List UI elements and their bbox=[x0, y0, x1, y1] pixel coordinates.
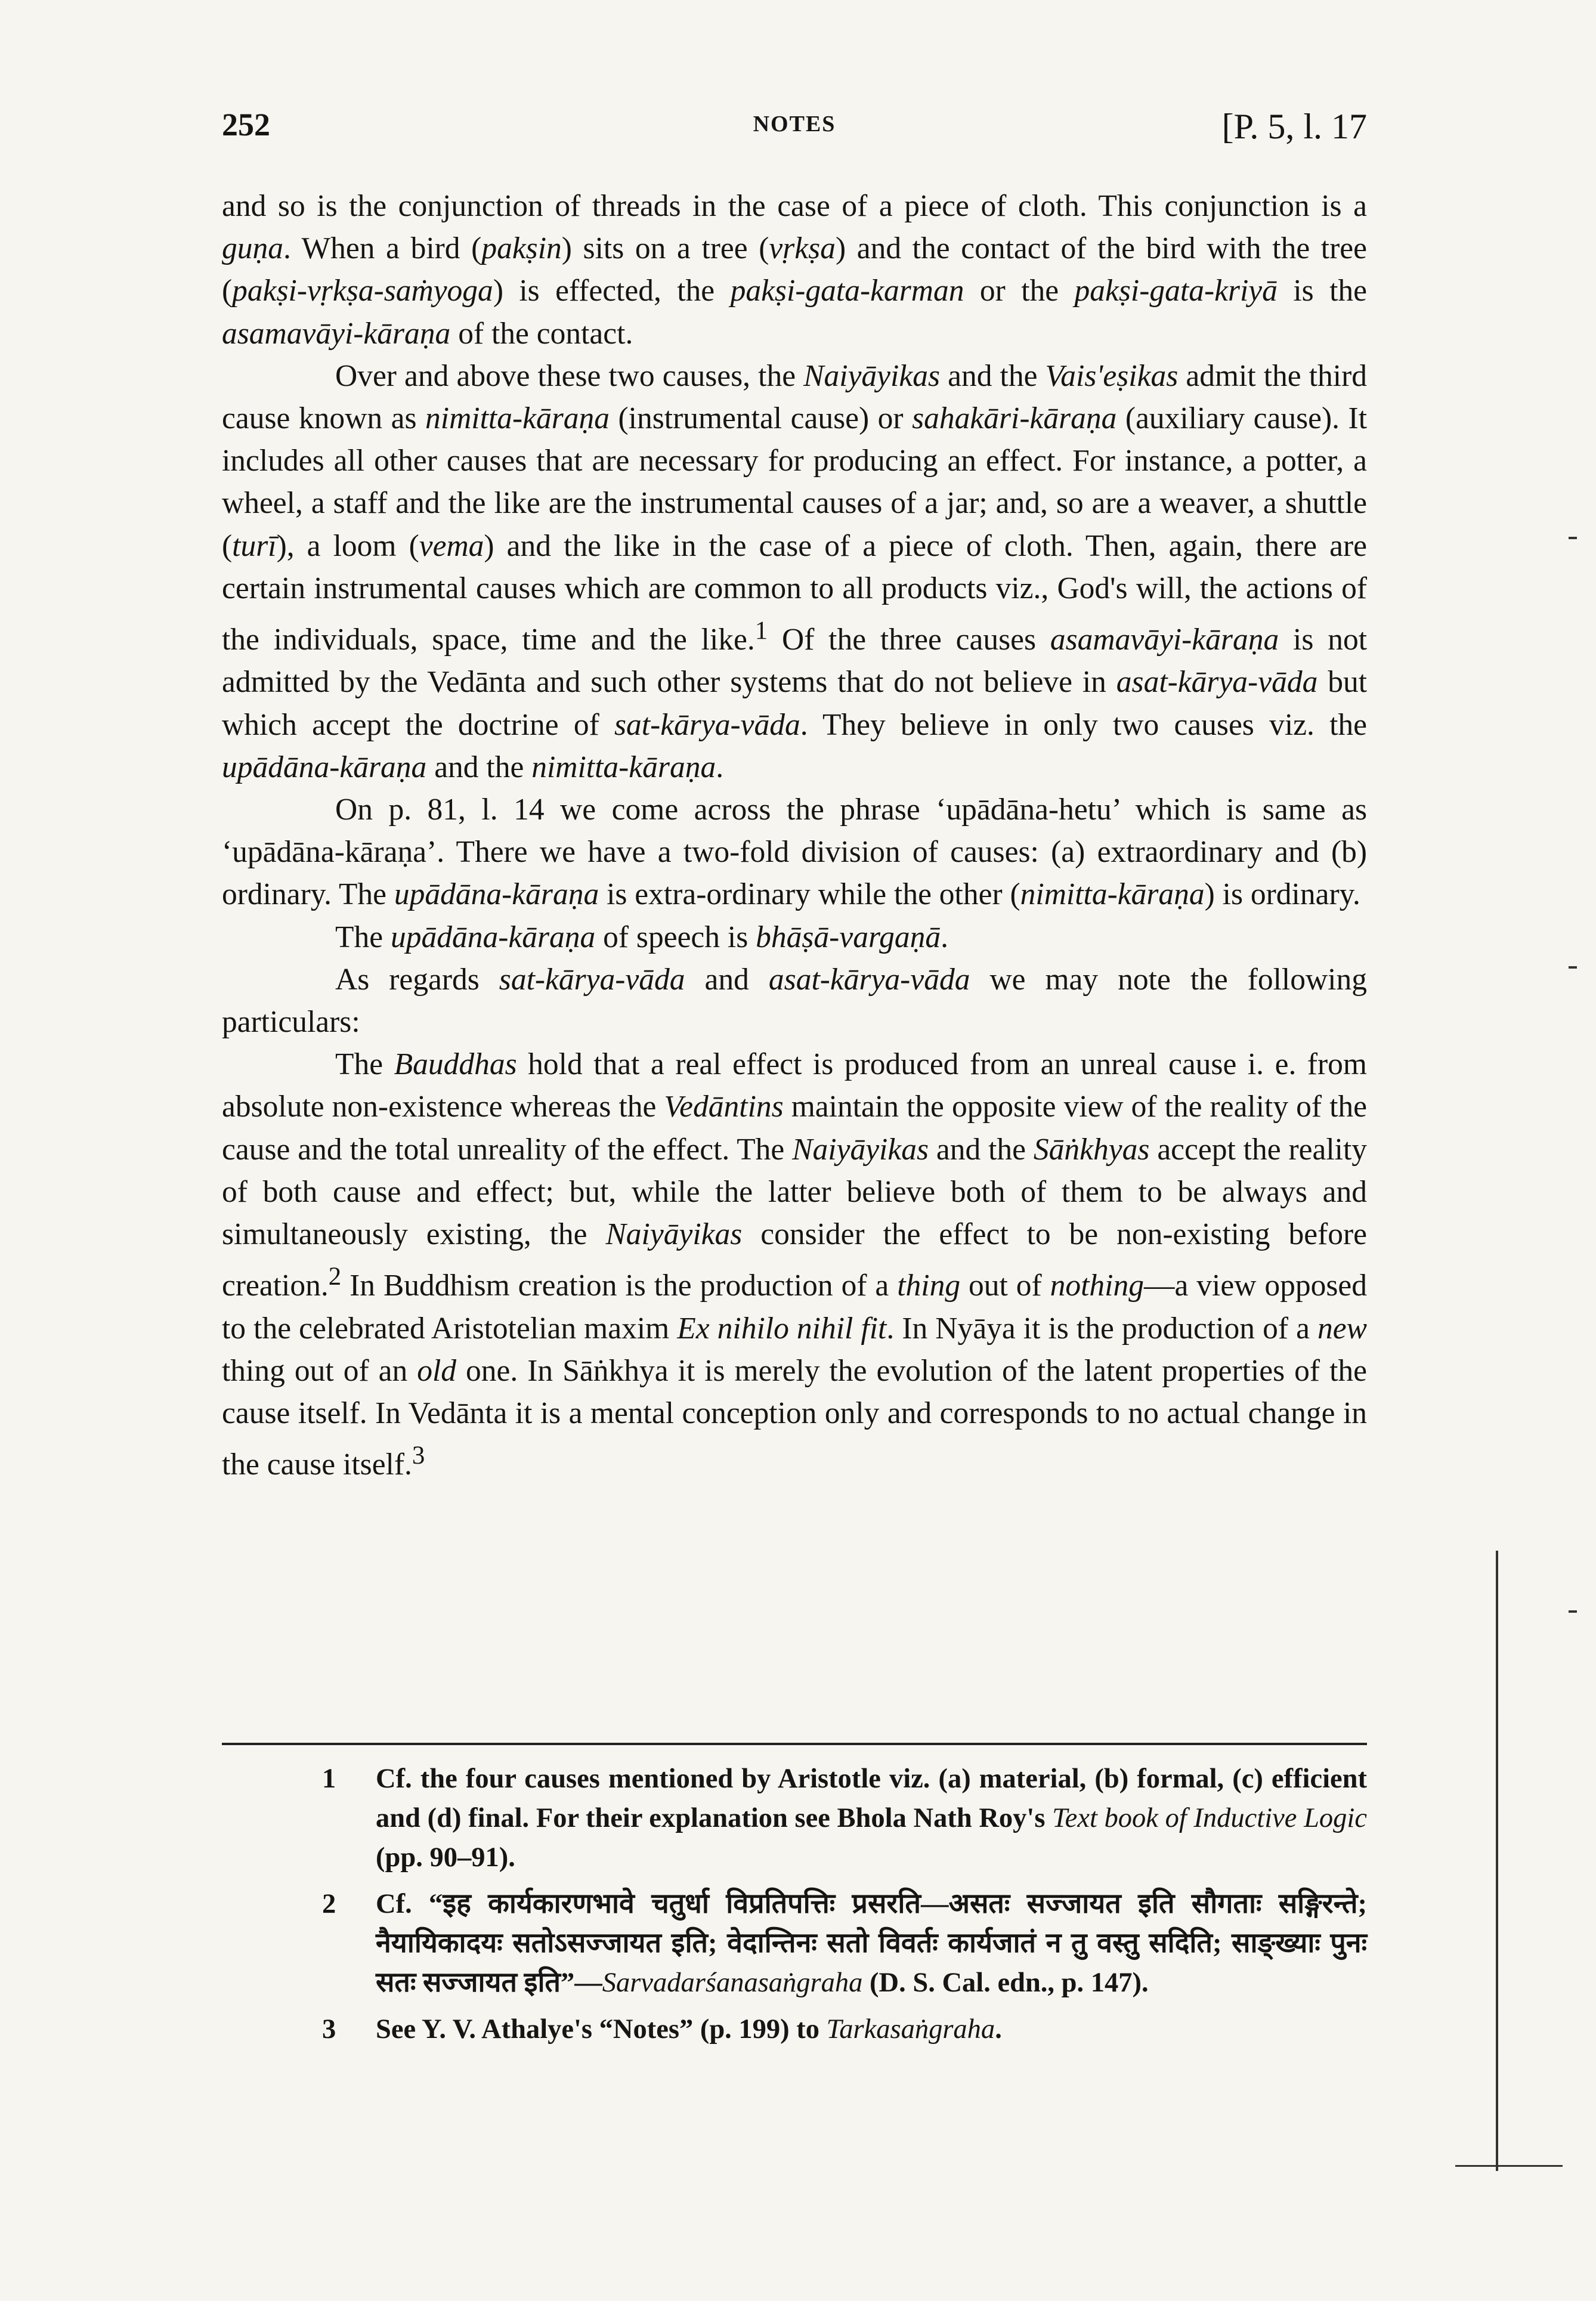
footnote-2: 2 Cf. “इह कार्यकारणभावे चतुर्धा विप्रतिपत्तिः प्रसरति—असतः सज्जायत इति सौगताः सङ्गिरन्ते; नैयायिकादयः सतोऽसज्जायत इति; वेदान्तिनः सतो विवर्तः कार्यजातं न तु वस्तु सदिति; साङ्ख्याः पुनः सतः सज्जायत इति”—Sarvadarśanasaṅgraha (D. S. Cal. edn., p. 147). bbox=[322, 1885, 1367, 2003]
footnote-ref-1: 1 bbox=[754, 617, 768, 645]
paragraph-5: As regards sat-kārya-vāda and asat-kārya-vāda we may note the following particulars: bbox=[222, 962, 1367, 1040]
page-reference: [P. 5, l. 17 bbox=[1221, 107, 1367, 146]
main-text bbox=[222, 185, 1367, 1486]
margin-tick bbox=[1569, 966, 1577, 969]
running-title: NOTES bbox=[753, 112, 836, 137]
footnote-divider bbox=[222, 1743, 1367, 1745]
footnote-number: 1 bbox=[322, 1764, 336, 1794]
footnote-number: 3 bbox=[322, 2014, 336, 2045]
footnotes bbox=[322, 1759, 1367, 2056]
page-number: 252 bbox=[222, 107, 270, 143]
footnote-1: 1 Cf. the four causes mentioned by Aristotle viz. (a) material, (b) formal, (c) efficient and (d) final. For their explanation see Bhola Nath Roy's Text book of Inductive Logic (pp. 90–91). bbox=[322, 1759, 1367, 1878]
margin-binding-line bbox=[1496, 1551, 1498, 2171]
footnote-ref-3: 3 bbox=[412, 1442, 425, 1470]
paragraph-6: The Bauddhas hold that a real effect is produced from an unreal cause i. e. from absolute non-existence whereas the Vedāntins maintain the opposite view of the reality of the cause and the total unreality of the effect. The Naiyāyikas and the Sāṅkhyas accept the reality of both cause and effect; but, while the latter believe both of them to be always and simultaneously existing, the Naiyāyikas consider the effect to be non-existing before creation.$^2$ In Buddhism creation is the production of a thing out of nothing—a view opposed to the celebrated Aristotelian maxim Ex nihilo nihil fit. In Nyāya it is the production of a new thing out of an old one. In Sāṅkhya it is merely the evolution of the latent properties of the cause itself. In Vedānta it is a mental conception only and corresponds to no actual change in the cause itself.$^3$ bbox=[222, 1047, 1368, 1482]
footnote-number: 2 bbox=[322, 1889, 336, 1919]
margin-dash bbox=[1455, 2165, 1563, 2167]
margin-tick bbox=[1569, 1610, 1577, 1613]
paragraph-1: and so is the conjunction of threads in the case of a piece of cloth. This conjunction is a guṇa. When a bird (pakṣin) sits on a tree (vṛkṣa) and the contact of the bird with the tree (pakṣi-vṛkṣa-saṁyoga) is effected, the pakṣi-gata-karman or the pakṣi-gata-kriyā is the asamavāyi-kāraṇa of the contact. bbox=[222, 189, 1367, 351]
footnote-3: 3 See Y. V. Athalye's “Notes” (p. 199) to Tarkasaṅgraha. bbox=[322, 2010, 1367, 2049]
paragraph-4: The upādāna-kāraṇa of speech is bhāṣā-vargaṇā. bbox=[335, 920, 948, 954]
footnote-ref-2: 2 bbox=[328, 1263, 342, 1291]
margin-tick bbox=[1569, 537, 1577, 539]
paragraph-3: On p. 81, l. 14 we come across the phrase ‘upādāna-hetu’ which is same as ‘upādāna-kāraṇa’. There we have a two-fold division of causes: (a) extraordinary and (b) ordinary. The upādāna-kāraṇa is extra-ordinary while the other (nimitta-kāraṇa) is ordinary. bbox=[222, 793, 1367, 912]
page-header bbox=[222, 106, 1367, 154]
paragraph-2: Over and above these two causes, the Naiyāyikas and the Vais'eṣikas admit the third cause known as nimitta-kāraṇa (instrumental cause) or sahakāri-kāraṇa (auxiliary cause). It includes all other causes that are necessary for producing an effect. For instance, a potter, a wheel, a staff and the like are the instrumental causes of a jar; and, so are a weaver, a shuttle (turī), a loom (vema) and the like in the case of a piece of cloth. Then, again, there are certain instrumental causes which are common to all products viz., God's will, the actions of the individuals, space, time and the like.$^1$ Of the three causes asamavāyi-kāraṇa is not admitted by the Vedānta and such other systems that do not believe in asat-kārya-vāda but which accept the doctrine of sat-kārya-vāda. They believe in only two causes viz. the upādāna-kāraṇa and the nimitta-kāraṇa. bbox=[222, 358, 1368, 784]
